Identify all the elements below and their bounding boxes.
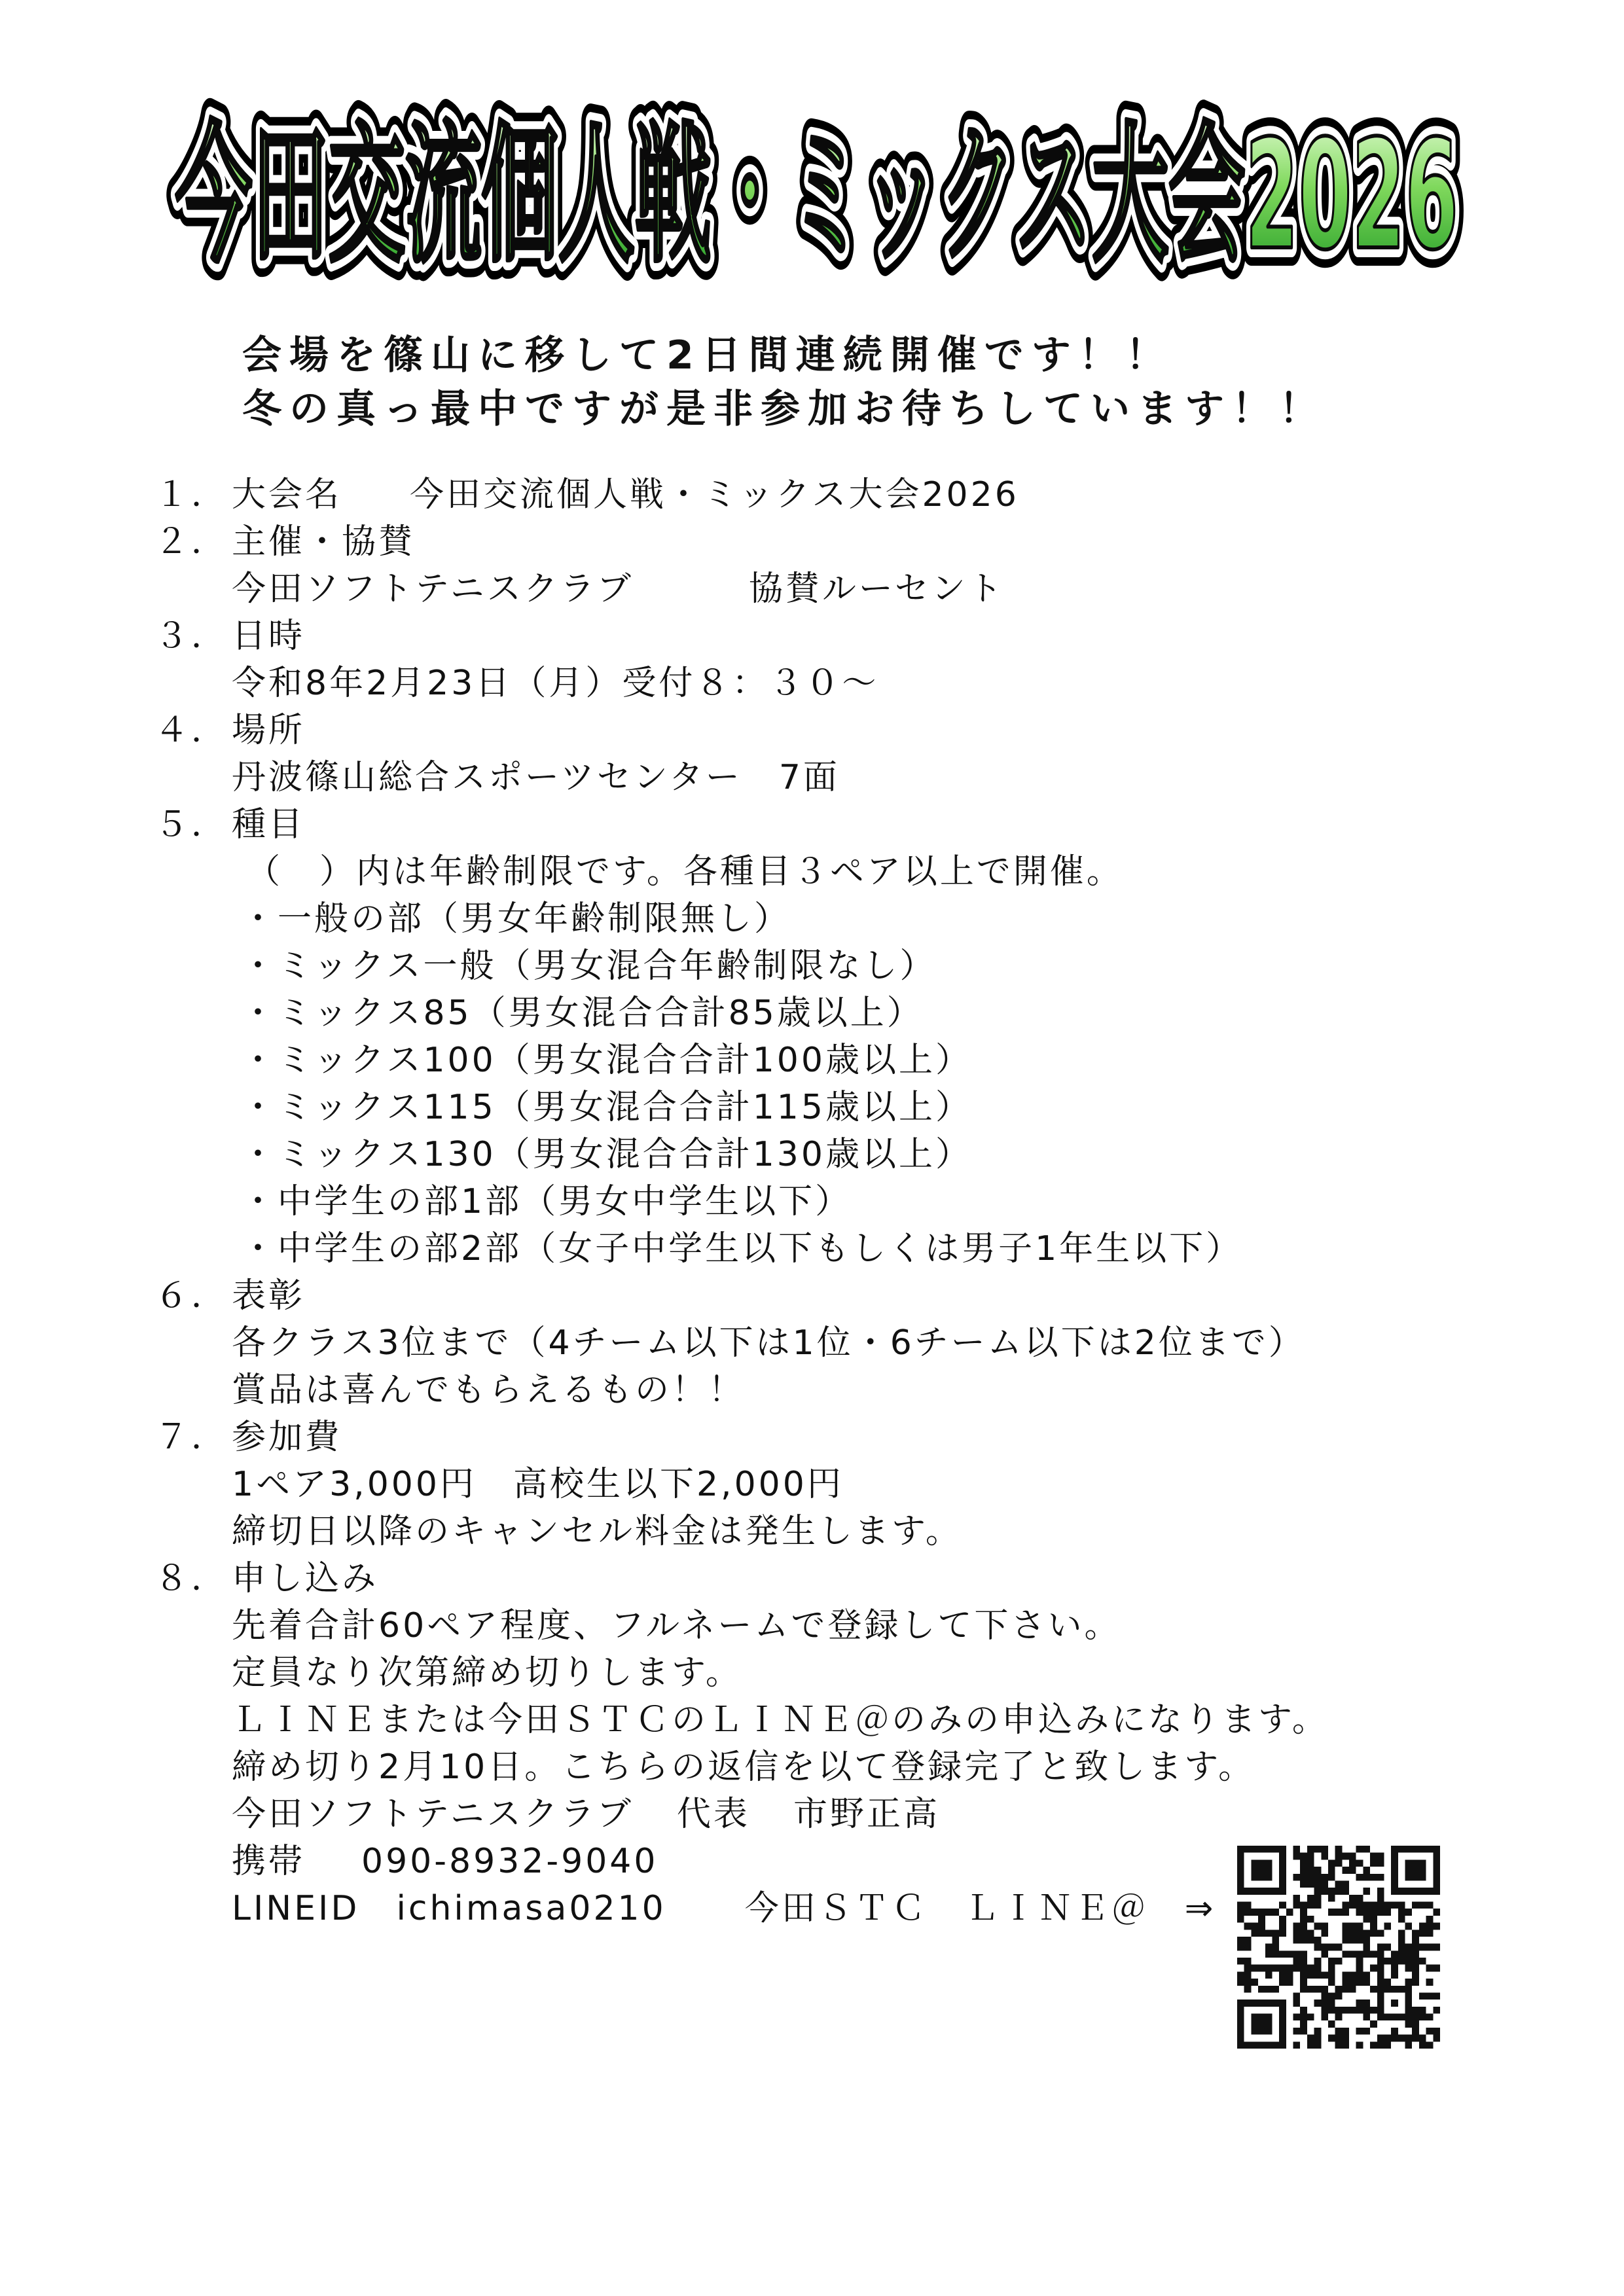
section-label: 種目	[232, 805, 306, 844]
section-number: ４．	[154, 711, 228, 750]
list-item: ・ミックス115（男女混合合計115歳以上）	[241, 1088, 972, 1127]
fee-pair: 1ペア3,000円	[232, 1465, 477, 1504]
cancel-note: 締切日以降のキャンセル料金は発生します。	[232, 1512, 962, 1551]
application-line-2: 定員なり次第締め切りします。	[232, 1653, 742, 1693]
section-venue	[154, 707, 1529, 754]
section-datetime	[154, 613, 1529, 660]
list-item: ・ミックス一般（男女混合年齢制限なし）	[241, 946, 937, 986]
event-details	[154, 471, 1529, 1932]
title-text-fill: 今田交流個人戦・ミックス大会2026	[175, 109, 1458, 283]
section-number: ５．	[154, 805, 228, 844]
event-name-value: 今田交流個人戦・ミックス大会2026	[410, 475, 1019, 514]
application-line-1: 先着合計60ペア程度、フルネームで登録して下さい。	[232, 1606, 1121, 1645]
section-fee	[154, 1414, 1529, 1461]
application-line-3: ＬＩＮＥまたは今田ＳＴＣのＬＩＮＥ＠のみの申込みになります。	[232, 1700, 1329, 1740]
section-label: 場所	[232, 711, 306, 750]
list-item: ・ミックス85（男女混合合計85歳以上）	[241, 994, 924, 1033]
section-label: 日時	[232, 617, 306, 656]
list-item: ・ミックス100（男女混合合計100歳以上）	[241, 1041, 972, 1080]
section-number: １．	[154, 475, 228, 514]
section-number: ３．	[154, 617, 228, 656]
sponsor-name: 協賛ルーセント	[748, 569, 1005, 609]
intro-message	[242, 329, 1326, 436]
section-label: 申し込み	[232, 1559, 379, 1598]
fee-student: 高校生以下2,000円	[513, 1465, 844, 1504]
section-events	[154, 801, 1529, 848]
section-number: ６．	[154, 1276, 228, 1316]
section-number: ８．	[154, 1559, 228, 1598]
lineid-value: ichimasa0210	[396, 1889, 666, 1928]
host-name: 今田ソフトテニスクラブ	[232, 569, 634, 609]
event-categories	[154, 848, 1529, 1272]
age-limit-note: （ ）内は年齢制限です。各種目３ペア以上で開催。	[246, 852, 1123, 891]
section-label: 参加費	[232, 1418, 342, 1457]
line-qr-code[interactable]	[1237, 1846, 1440, 2049]
qr-code-icon	[1237, 1846, 1440, 2049]
club-name: 今田ソフトテニスクラブ	[232, 1795, 634, 1834]
section-event-name	[154, 471, 1529, 518]
list-item: ・中学生の部1部（男女中学生以下）	[241, 1182, 852, 1221]
section-label: 表彰	[232, 1276, 306, 1316]
organizer-line	[154, 565, 1529, 613]
contact-club-line	[154, 1791, 1529, 1838]
venue-value: 丹波篠山総合スポーツセンター 7面	[232, 758, 840, 797]
title-text-outline: 今田交流個人戦・ミックス大会2026	[175, 109, 1458, 283]
flyer-title	[149, 90, 1485, 306]
phone-label: 携帯	[232, 1842, 306, 1881]
list-item: ・一般の部（男女年齢制限無し）	[241, 899, 791, 939]
section-label: 大会名	[232, 475, 342, 514]
section-application	[154, 1555, 1529, 1602]
awards-line-1: 各クラス3位まで（4チーム以下は1位・6チーム以下は2位まで）	[232, 1323, 1305, 1363]
intro-line-2: 冬の真っ最中ですが是非参加お待ちしています！！	[242, 386, 1326, 432]
section-number: ７．	[154, 1418, 228, 1457]
title-banner	[149, 90, 1485, 306]
section-label: 主催・協賛	[232, 522, 416, 562]
fee-line	[154, 1461, 1529, 1508]
datetime-value: 令和8年2月23日（月）受付８：３０～	[232, 664, 879, 703]
list-item: ・ミックス130（男女混合合計130歳以上）	[241, 1135, 972, 1174]
awards-line-2: 賞品は喜んでもらえるもの！！	[232, 1371, 746, 1410]
section-awards	[154, 1272, 1529, 1319]
intro-line-1: 会場を篠山に移して2日間連続開催です！！	[242, 332, 1173, 378]
section-organizer	[154, 518, 1529, 565]
representative-label: 代表	[676, 1795, 750, 1834]
list-item: ・中学生の部2部（女子中学生以下もしくは男子1年生以下）	[241, 1229, 1243, 1268]
lineid-label: LINEID	[232, 1889, 360, 1928]
line-at-label: 今田ＳＴＣ ＬＩＮＥ＠ ⇒	[744, 1889, 1216, 1928]
phone-number: 090-8932-9040	[361, 1842, 659, 1881]
application-line-4: 締め切り2月10日。こちらの返信を以て登録完了と致します。	[232, 1748, 1255, 1787]
title-text-white-ring: 今田交流個人戦・ミックス大会2026	[175, 109, 1458, 283]
representative-name: 市野正高	[793, 1795, 940, 1834]
section-number: ２．	[154, 522, 228, 562]
